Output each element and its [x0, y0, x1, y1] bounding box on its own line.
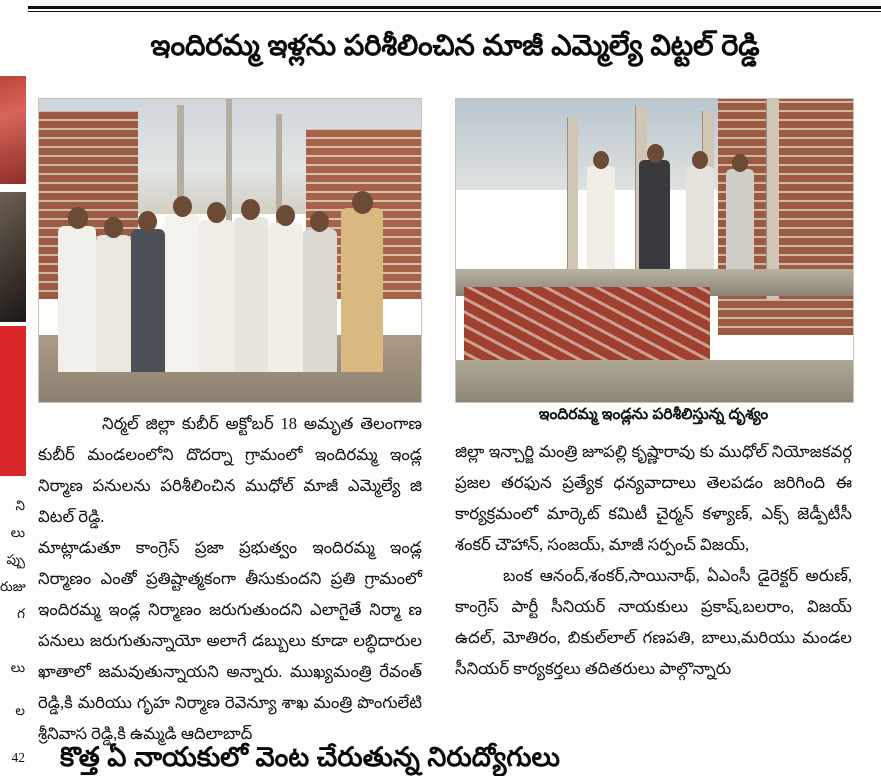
photo-person-head: [732, 154, 748, 172]
edge-text-fragment: ల: [15, 703, 25, 718]
edge-text-fragment: ని: [15, 498, 25, 513]
photo-person: [96, 235, 130, 371]
edge-text-fragment: గ: [17, 606, 25, 621]
photo-group-at-site: [38, 98, 422, 403]
photo-ground: [456, 360, 853, 402]
article-body-left-column: [38, 408, 422, 749]
left-edge-column: [0, 14, 26, 776]
edge-text-fragment: 42: [11, 750, 25, 765]
photo-person-head: [593, 151, 609, 169]
edge-text-fragment: రుజు: [0, 579, 26, 594]
photo-person: [686, 166, 714, 269]
article-headline: ఇందిరమ్మ ఇళ్లను పరిశీలించిన మాజీ ఎమ్మెల్యే విట్టల్ రెడ్డి: [150, 30, 760, 62]
edge-photo-bottom: [0, 192, 26, 322]
photo-person: [303, 229, 337, 371]
photo-person: [268, 223, 302, 371]
photo-person: [165, 214, 199, 372]
edge-text-fragment: ప్పు: [6, 552, 25, 567]
photo-inspection-on-slab: [455, 98, 854, 403]
edge-photo-top: [0, 76, 26, 184]
photo-person: [131, 229, 165, 371]
paragraph: మాట్లాడుతూ కాంగ్రెస్ ప్రజా ప్రభుత్వం ఇందిరమ్మ ఇండ్ల నిర్మాణం ఎంతో ప్రతిష్టాత్మకంగా తీసుకుందని ప్రతి గ్రామంలో ఇందిరమ్మ ఇండ్ల నిర్మాణం జరుగుతుందని ఎలాగైతే నిర్మా ణ పనులు జరుగుతున్నాయో అలాగే డబ్బులు కూడా లబ్ధిదారుల ఖాతాలో జమవుతున్నాయని అన్నారు. ముఖ్యమంత్రి రేవంత్ రెడ్డి,కి మరియు గృహ నిర్మాణ రెవెన్యూ శాఖ మంత్రి పొంగులేటి శ్రీనివాస రెడ్డి,కి ఉమ్మడి ఆదిలాబాద్: [38, 538, 422, 743]
photo-person: [639, 160, 671, 269]
photo-person: [587, 166, 615, 269]
photo-caption: ఇందిరమ్మ ఇండ్లను పరిశీలిస్తున్న దృశ్యం: [538, 406, 769, 423]
top-rule-thick: [28, 6, 881, 9]
photo-person-head: [692, 151, 708, 169]
photo-person-head: [68, 207, 88, 229]
photo-person: [341, 208, 383, 372]
article-body-right-column: [455, 436, 852, 684]
paragraph: నిర్మల్ జిల్లా కుబీర్ అక్టోబర్ 18 అమృత తెలంగాణ కుబీర్ మండలంలోని దొదర్నా గ్రామంలో ఇందిరమ్మ ఇండ్ల నిర్మాణ పనులను పరిశీలించిన ముధోల్ మాజీ ఎమ్మెల్యే జి విటల్ రెడ్డి.: [38, 414, 422, 526]
photo-person: [58, 226, 96, 371]
edge-red-banner: [0, 326, 26, 476]
photo-person: [234, 217, 268, 372]
paragraph: బంక ఆనంద్,శంకర్,సాయినాథ్, ఏఎంసీ డైరెక్టర్ అరుణ్, కాంగ్రెస్ పార్టీ సీనియర్ నాయకులు ప్రకాష్,బలరాం, విజయ్ ఉదల్, మోతిరం, బికుల్‌లాల్ గణపతి, బాలు,మరియు మండల సీనియర్ కార్యకర్తలు తదితరులు పాల్గొన్నారు: [455, 566, 852, 678]
edge-text-fragment: లు: [10, 525, 25, 540]
photo-pillar: [226, 99, 232, 232]
photo-person-head: [276, 205, 295, 226]
next-article-headline: కొత్త ఏ నాయకులో వెంట చేరుతున్న నిరుద్యోగులు: [60, 742, 560, 772]
paragraph: జిల్లా ఇన్చార్జి మంత్రి జూపల్లి కృష్ణారావు కు ముధోల్ నియోజకవర్గ ప్రజల తరఫున ప్రత్యేక ధన్యవాదాలు తెలపడం జరిగింది ఈ కార్యక్రమంలో మార్కెట్ కమిటీ చైర్మన్ కళ్యాణ్, ఎక్స్ జెడ్పీటీసీ శంకర్ చౌహాన్, సంజయ్, మాజీ సర్పంచ్ విజయ్,: [455, 442, 852, 554]
edge-text-fragment: లు: [10, 660, 25, 675]
photo-person: [199, 220, 233, 372]
top-rule-thin: [28, 11, 881, 12]
photo-person: [726, 169, 754, 269]
photo-person-head: [173, 196, 192, 217]
photo-person-head: [647, 144, 664, 163]
photo-column: [567, 117, 578, 293]
